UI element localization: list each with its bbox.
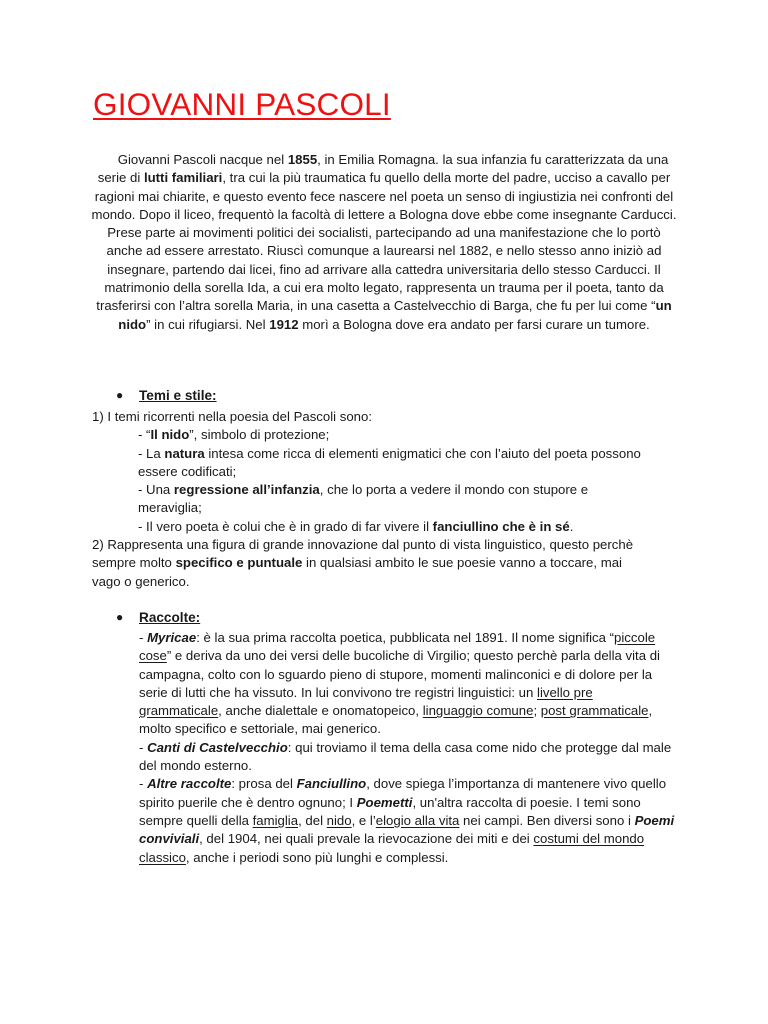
text-run: , che lo porta a vedere il mondo con stupore e meraviglia;	[138, 482, 589, 516]
text-run: in qualsiasi ambito le sue poesie vanno a toccare, mai vago o generico.	[92, 555, 622, 589]
section-temi-e-stile	[92, 408, 652, 591]
bullet-dot-icon: ●	[116, 610, 124, 624]
underlined-text: livello pre grammaticale	[139, 684, 593, 719]
underlined-text: costumi del mondo classico	[139, 831, 645, 865]
text-run: intesa come ricca di elementi enigmatici che con l’aiuto del poeta possono essere codificati;	[138, 445, 641, 479]
collection-entry	[139, 739, 679, 776]
underlined-text: post grammaticale	[540, 703, 649, 719]
section-raccolte	[139, 629, 679, 867]
text-run: ;	[533, 703, 541, 719]
emphasis-text: Poemetti	[356, 794, 413, 810]
emphasis-text: specifico e puntuale	[175, 555, 303, 571]
text-run: ” in cui rifugiarsi. Nel	[146, 316, 270, 332]
theme-list-item	[92, 481, 652, 518]
text-run: , tra cui la più traumatica fu quello della morte del padre, ucciso a cavallo per ragioni mai chiarite, e questo evento fece nascere nel poeta un senso di ingiustizia nei confronti del mondo. Dopo il liceo, frequentò la facoltà di lettere a Bologna dove ebbe come insegnante Carducci. Prese parte ai movimenti politici dei socialisti, partecipando ad una manifestazione che lo portò anche ad essere arrestato. Riuscì comunque a laurearsi nel 1882, e nello stesso anno iniziò ad insegnare, partendo dai licei, fino ad arrivare alla cattedra universitaria dello stesso Carducci. Il matrimonio della sorella Ida, a cui era molto legato, rappresenta un trauma per il poeta, tanto da trasferirsi con l’altra sorella Maria, in una casetta a Castelvecchio di Barga, che fu per lui come “	[91, 170, 677, 314]
theme-list-item	[92, 445, 652, 482]
text-run: : è la sua prima raccolta poetica, pubblicata nel 1891. Il nome significa “	[196, 630, 615, 645]
emphasis-text: Myricae	[147, 630, 197, 645]
text-run: - Il vero poeta è colui che è in grado di far vivere il	[138, 518, 433, 534]
emphasis-text: regressione all’infanzia	[173, 482, 320, 498]
text-run: , anche dialettale e onomatopeico,	[218, 703, 423, 719]
underlined-text: linguaggio comune	[422, 703, 534, 719]
text-run: - La	[138, 445, 165, 461]
text-run: Giovanni Pascoli nacque nel	[117, 152, 288, 167]
bullet-raccolte	[116, 610, 200, 625]
bullet-temi-e-stile	[116, 388, 217, 403]
emphasis-text: 1855	[287, 152, 318, 167]
emphasis-text: Altre raccolte	[147, 776, 232, 792]
text-run: 2) Rappresenta una figura di grande innovazione dal punto di vista linguistico, questo perchè sempre molto	[92, 537, 634, 571]
text-run: -	[139, 739, 148, 755]
text-run: , un'altra raccolta di poesie. I temi sono sempre quelli della	[139, 794, 641, 828]
text-run: - “	[138, 427, 151, 443]
text-run: -	[139, 776, 148, 792]
emphasis-text: 1912	[269, 316, 299, 332]
intro-paragraph	[90, 151, 678, 334]
text-run: , molto specifico e settoriale, mai generico.	[139, 703, 653, 737]
text-run: , in Emilia Romagna. la sua infanzia fu caratterizzata da una serie di	[97, 152, 669, 186]
text-run: , del	[298, 812, 327, 828]
text-run: ” e deriva da uno dei versi delle bucoliche di Virgilio; questo perchè parla della vita di campagna, colto con lo sguardo pieno di stupore, momenti malinconici e di dolore per la serie di lutti che ha vissuto. In lui convivono tre registri linguistici: un	[139, 648, 660, 700]
text-run: nei campi. Ben diversi sono i	[459, 812, 635, 828]
underlined-text: famiglia	[252, 812, 299, 828]
text-run: morì a Bologna dove era andato per farsi curare un tumore.	[298, 316, 650, 332]
section-heading-temi: Temi e stile:	[139, 388, 217, 403]
numbered-point	[92, 536, 652, 591]
numbered-point	[92, 408, 652, 426]
collection-entry	[139, 775, 679, 866]
emphasis-text: Fanciullino	[296, 776, 367, 792]
page-title: GIOVANNI PASCOLI	[93, 86, 391, 122]
emphasis-text: Canti di Castelvecchio	[147, 739, 288, 755]
text-run: : prosa del	[231, 776, 297, 792]
emphasis-text: un nido	[118, 298, 672, 332]
section-heading-raccolte: Raccolte:	[139, 610, 201, 625]
text-run: : qui troviamo il tema della casa come nido che protegge dal male del mondo esterno.	[139, 739, 672, 774]
theme-list-item	[92, 518, 652, 536]
underlined-text: nido	[326, 812, 352, 828]
text-run: 1) I temi ricorrenti nella poesia del Pascoli sono:	[92, 409, 373, 424]
emphasis-text: lutti familiari	[143, 170, 223, 186]
collection-entry	[139, 629, 679, 739]
text-run: .	[569, 518, 574, 534]
emphasis-text: Poemi conviviali	[139, 812, 675, 847]
text-run: ”, simbolo di protezione;	[189, 427, 330, 443]
text-run: -	[139, 630, 148, 645]
text-run: , e l’	[351, 812, 376, 828]
text-run: , del 1904, nei quali prevale la rievocazione dei miti e dei	[199, 831, 534, 847]
text-run: - Una	[138, 482, 174, 498]
emphasis-text: Il nido	[150, 427, 190, 443]
underlined-text: elogio alla vita	[375, 812, 460, 828]
emphasis-text: fanciullino che è in sé	[432, 518, 570, 534]
emphasis-text: natura	[164, 445, 205, 461]
text-run: , anche i periodi sono più lunghi e complessi.	[185, 849, 449, 865]
theme-list-item	[92, 426, 652, 444]
text-run: , dove spiega l’importanza di mantenere vivo quello spirito puerile che è dentro ognuno; I	[139, 776, 667, 810]
underlined-text: piccole cose	[139, 630, 656, 664]
bullet-dot-icon: ●	[116, 388, 124, 402]
